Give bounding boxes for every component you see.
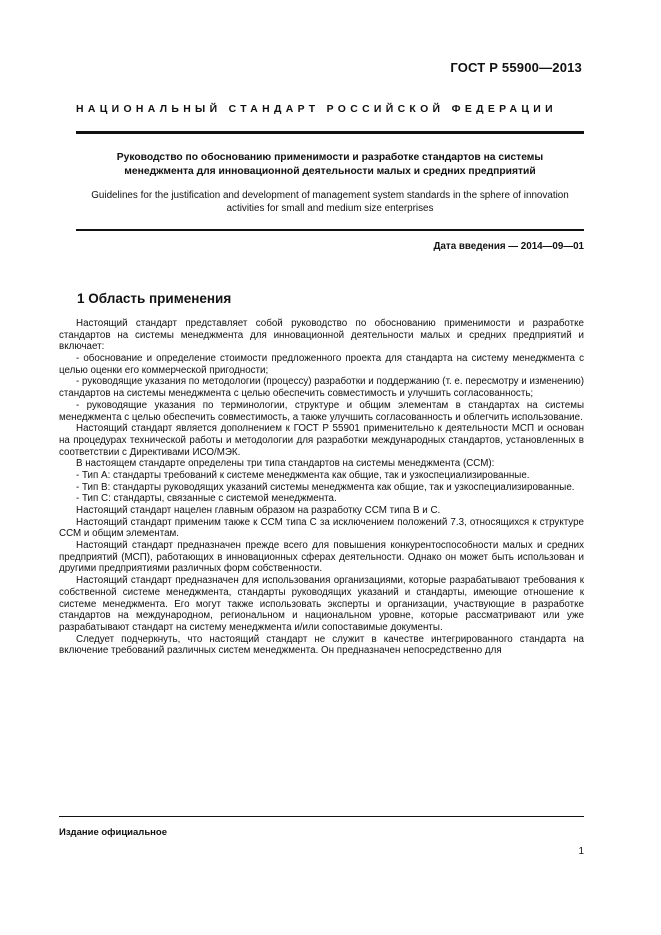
- paragraph: - руководящие указания по терминологии, структуре и общим элементам в стандартах на системы менеджмента с целью обеспечить совместимость, а также улучшить согласованность и облегчить использование.: [59, 399, 584, 423]
- paragraph: Следует подчеркнуть, что настоящий стандарт не служит в качестве интегрированного стандарта на включение требований различных систем менеджмента. Он предназначен непосредственно для: [59, 633, 584, 657]
- document-title-ru-line: менеджмента для инновационной деятельности малых и средних предприятий: [124, 165, 536, 177]
- document-title-en: [76, 190, 584, 215]
- paragraph: Настоящий стандарт является дополнением к ГОСТ Р 55901 применительно к деятельности МСП и основан на процедурах технической работы и методологии для разработки международных стандартов, установленных в соответствии с Директивами ИСО/МЭК.: [59, 423, 584, 458]
- document-title-en-line: activities for small and medium size enterprises: [226, 202, 434, 214]
- document-title-ru: [76, 151, 584, 178]
- document-title-ru-line: Руководство по обоснованию применимости и разработке стандартов на системы: [116, 152, 544, 163]
- section-body: [59, 318, 584, 657]
- introduction-date: Дата введения — 2014—09—01: [433, 241, 584, 252]
- page-number: 1: [578, 846, 584, 857]
- gost-number: ГОСТ Р 55900—2013: [450, 60, 582, 75]
- paragraph: Настоящий стандарт предназначен прежде всего для повышения конкурентоспособности малых и средних предприятий (МСП), работающих в инновационных сферах деятельности. Однако он может быть использован и другими предприятиями различных форм собственности.: [59, 540, 584, 575]
- section-heading: 1 Область применения: [77, 291, 232, 306]
- edition-label: Издание официальное: [59, 827, 167, 838]
- paragraph: - Тип А: стандарты требований к системе менеджмента как общие, так и узкоспециализированные.: [76, 469, 530, 481]
- paragraph: - Тип С: стандарты, связанные с системой менеджмента.: [76, 493, 337, 505]
- paragraph: Настоящий стандарт нацелен главным образом на разработку ССМ типа В и С.: [76, 505, 441, 516]
- paragraph: - обоснование и определение стоимости предложенного проекта для стандарта на систему менеджмента с целью оценки его коммерческой пригодности;: [59, 353, 584, 376]
- title-bottom-divider: [76, 229, 584, 231]
- paragraph: Настоящий стандарт применим также к ССМ типа С за исключением положений 7.3, относящихся к структуре ССМ и общим элементам.: [59, 516, 584, 540]
- standard-title: НАЦИОНАЛЬНЫЙ СТАНДАРТ РОССИЙСКОЙ ФЕДЕРАЦИИ: [76, 104, 557, 115]
- footer-divider: [59, 816, 584, 817]
- paragraph: Настоящий стандарт предназначен для использования организациями, которые разрабатывают требования к собственной системе менеджмента, стандарты руководящих указаний и стандарты, имеющие отношение к системе менеджмента. Его могут также использовать эксперты и организации, участвующие в разработке стандартов на международном, региональном и национальном уровне, которые рассматривают или уже разрабатывают стандарт на систему менеджмента и/или сопоставимые документы.: [59, 575, 584, 633]
- paragraph: - руководящие указания по методологии (процессу) разработки и поддержанию (т. е. пересмотру и изменению) стандартов на системы менеджмента с целью обеспечить совместимость и улучшить согласованность;: [59, 376, 584, 400]
- paragraph: Настоящий стандарт представляет собой руководство по обоснованию применимости и разработке стандартов на системы менеджмента для инновационной деятельности малых и средних предприятий и включает:: [59, 318, 584, 353]
- document-title-en-line: Guidelines for the justification and development of management system standards in the sphere of innovation: [91, 190, 569, 201]
- title-divider: [76, 131, 584, 134]
- paragraph: В настоящем стандарте определены три типа стандартов на системы менеджмента (ССМ):: [76, 458, 495, 470]
- paragraph: - Тип В: стандарты руководящих указаний системы менеджмента как общие, так и узкоспециализированные.: [76, 481, 575, 493]
